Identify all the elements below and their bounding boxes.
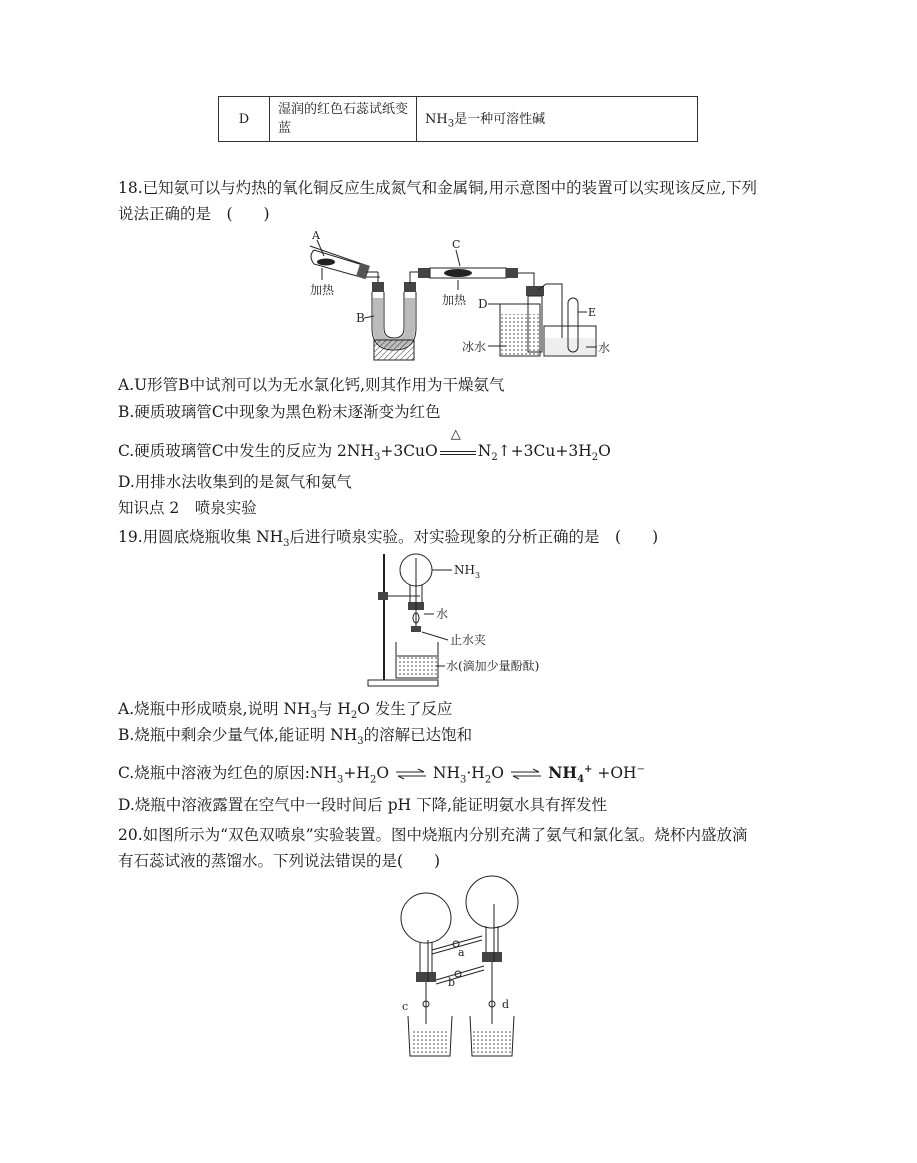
label-water: 水 <box>436 607 449 621</box>
q19-c-text5: ·H <box>466 764 485 783</box>
label-b: B <box>356 311 365 325</box>
left-flask <box>401 893 451 982</box>
tube-c <box>418 268 534 286</box>
conclusion-text: NH <box>425 112 448 128</box>
q19-c-text4: NH <box>427 764 460 783</box>
heat-symbol: △ <box>450 427 461 442</box>
table-cell-phenomenon <box>270 97 417 142</box>
q19-b-text2: 的溶解已达饱和 <box>363 726 473 744</box>
q19-option-b: B.烧瓶中剩余少量气体,能证明 $NH_3$的溶解已达饱和 <box>118 726 473 748</box>
label-b: b <box>448 976 456 989</box>
q18-stem-line2: 说法正确的是 ( ) <box>118 205 270 223</box>
q19-stem-text: 19.用圆底烧瓶收集 NH <box>118 528 284 546</box>
label-d: D <box>478 297 488 311</box>
q19-a-text1: A.烧瓶中形成喷泉,说明 NH <box>118 700 311 718</box>
label-water: 水 <box>598 341 611 355</box>
label-ice-water: 冰水 <box>462 340 487 354</box>
q19-c-text3: O <box>376 764 390 783</box>
table-row <box>219 97 698 142</box>
label-a: A <box>312 229 320 242</box>
phenomenon-line2: 蓝 <box>278 121 292 136</box>
q18-c-text5: O <box>598 442 611 460</box>
label-c: c <box>402 1000 409 1013</box>
reaction-condition-arrow <box>438 427 478 459</box>
u-tube-b <box>372 272 418 360</box>
label-a: a <box>458 946 465 959</box>
q18-c-text1: C.硬质玻璃管C中发生的反应为 2NH <box>118 442 374 460</box>
section-heading: 知识点 2 喷泉实验 <box>118 499 257 517</box>
right-flask <box>466 876 518 962</box>
q19-a-text3: O 发生了反应 <box>357 700 453 718</box>
q19-stem-rest: 后进行喷泉实验。对实验现象的分析正确的是 ( ) <box>289 528 659 546</box>
q20-stem-line1: 20.如图所示为“双色双喷泉”实验装置。图中烧瓶内分别充满了氨气和氯化氢。烧杯内盛放滴 <box>118 826 748 844</box>
q20-stem-line2: 有石蕊试液的蒸馏水。下列说法错误的是( ) <box>118 852 441 870</box>
label-e: E <box>588 306 597 319</box>
label-d: d <box>502 998 510 1011</box>
q18-option-b: B.硬质玻璃管C中现象为黑色粉末逐渐变为红色 <box>118 403 441 421</box>
q19-fountain-figure <box>366 552 566 688</box>
equilibrium-arrow <box>394 768 428 780</box>
q18-option-a: A.U形管B中试剂可以为无水氯化钙,则其作用为干燥氨气 <box>118 376 505 394</box>
q18-c-text4: ↑+3Cu+3H <box>497 442 592 460</box>
q19-c-text2: +H <box>343 764 370 783</box>
conclusion-text-rest: 是一种可溶性碱 <box>454 112 546 128</box>
label-clamp: 止水夹 <box>450 633 487 647</box>
phenomenon-line1: 湿润的红色石蕊试纸变 <box>278 102 409 117</box>
q18-option-d: D.用排水法收集到的是氮气和氨气 <box>118 473 352 491</box>
beaker <box>396 642 438 678</box>
q18-c-text2: +3CuO <box>380 442 438 460</box>
q19-stem: 19.用圆底烧瓶收集 $NH_3$后进行喷泉实验。对实验现象的分析正确的是 ( ) <box>118 528 659 550</box>
q19-c-text1: C.烧瓶中溶液为红色的原因:NH <box>118 764 338 783</box>
label-c: C <box>452 238 461 251</box>
label-beaker: 水(滴加少量酚酞) <box>446 659 540 673</box>
q19-c-text6: O <box>491 764 504 783</box>
q19-c-text8: +OH <box>592 764 637 783</box>
label-heat1: 加热 <box>310 283 335 297</box>
q19-option-d: D.烧瓶中溶液露置在空气中一段时间后 pH 下降,能证明氨水具有挥发性 <box>118 796 608 814</box>
q20-double-fountain-figure <box>396 874 524 1060</box>
tube-a <box>310 246 380 279</box>
q18-option-c: C.硬质玻璃管C中发生的反应为 $2NH_3+3CuO$ △ $N_2↑+3Cu+3H_2O$ <box>118 427 611 464</box>
equilibrium-arrow <box>509 768 543 780</box>
q19-option-a: A.烧瓶中形成喷泉,说明 $NH_3$与 $H_2O$ 发生了反应 <box>118 700 453 722</box>
table-cell-conclusion <box>417 97 698 142</box>
table-cell-letter: D <box>219 97 270 142</box>
q19-c-text7: NH <box>542 763 578 783</box>
flask <box>400 554 432 632</box>
q19-a-text2: 与 H <box>316 700 351 718</box>
q18-c-text3: N <box>477 442 492 460</box>
conclusion-sub: 3 <box>447 118 455 130</box>
answer-table <box>218 96 698 142</box>
q19-b-text1: B.烧瓶中剩余少量气体,能证明 NH <box>118 726 358 744</box>
q19-option-c: C.烧瓶中溶液为红色的原因$:NH_3+H_2O$ $NH_3\cdot H_2O$ $NH_4^+ +OH^-$ <box>118 763 645 786</box>
left-beaker <box>408 1016 452 1056</box>
label-heat2: 加热 <box>442 293 467 307</box>
label-nh3: $NH_3$ <box>454 563 481 580</box>
q18-stem-line1: 18.已知氨可以与灼热的氧化铜反应生成氮气和金属铜,用示意图中的装置可以实现该反应,下列 <box>118 179 758 197</box>
q18-apparatus-figure <box>300 228 620 364</box>
